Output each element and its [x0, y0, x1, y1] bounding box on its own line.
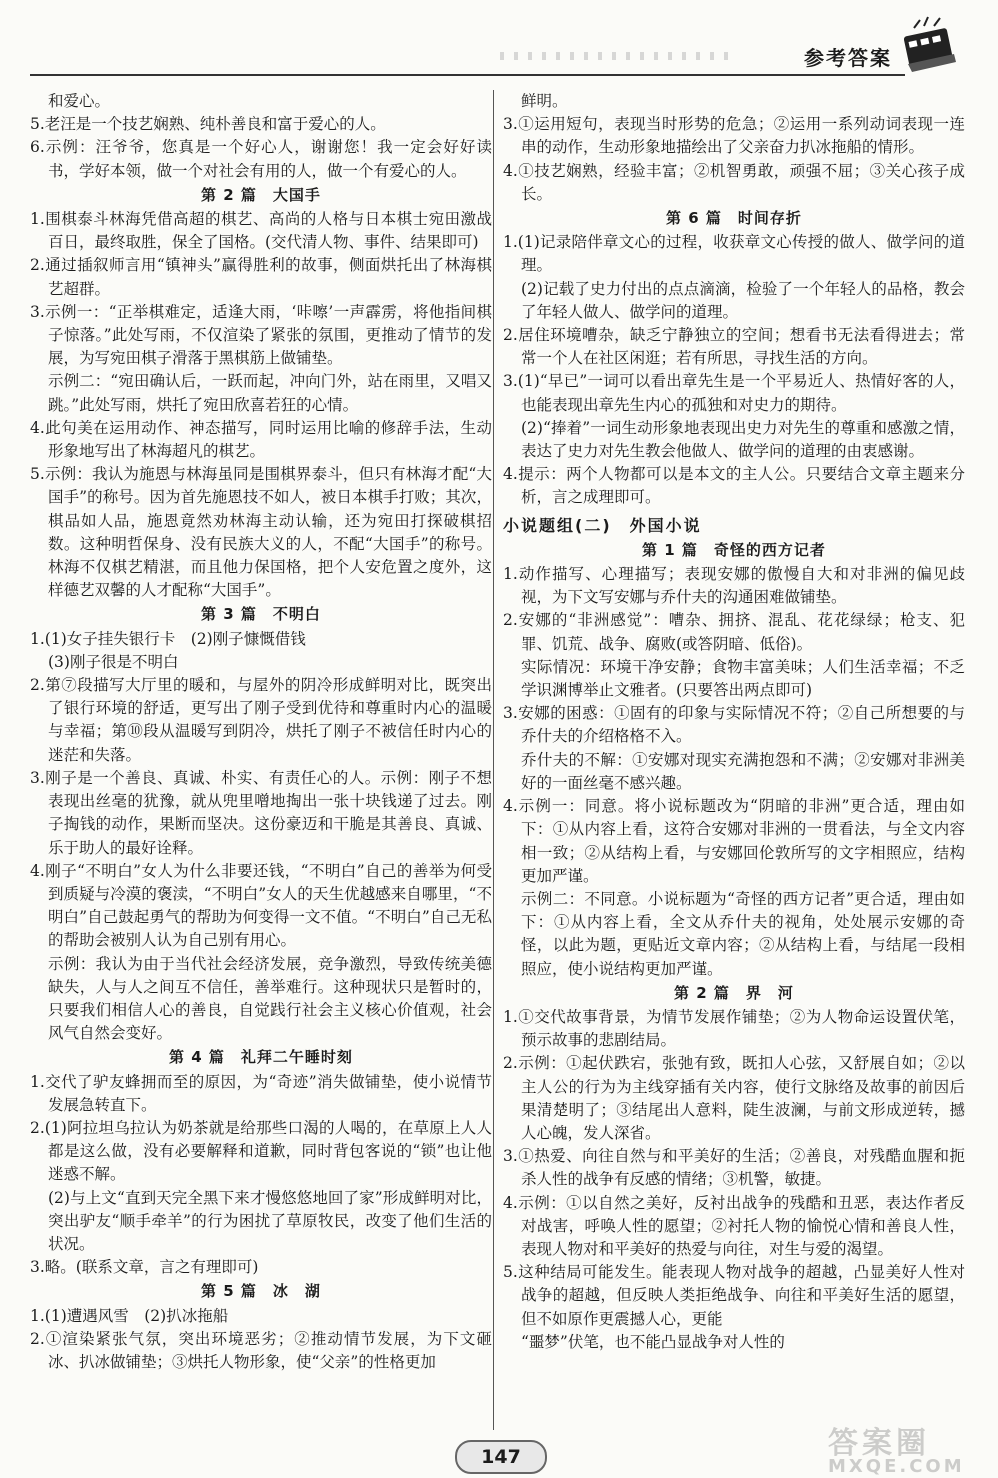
watermark [828, 1418, 978, 1477]
answer-continuation: “噩梦”伏笔，也不能凸显战争对人性的 [521, 1332, 785, 1351]
answer-item: 3.(1)“早已”一词可以看出章先生是一个平易近人、热情好客的人，也能表现出章先生内心的孤独和对史力的期待。 [503, 372, 965, 414]
answer-item: 1.(1)女子挂失银行卡 (2)刚子慷慨借钱 [30, 629, 306, 648]
answer-continuation: 示例二：“宛田确认后，一跃而起，冲向门外，站在雨里，又唱又跳。”此处写雨，烘托了宛田欣喜若狂的心情。 [48, 372, 492, 414]
answer-item: 2.通过插叙师言用“镇神头”赢得胜利的故事，侧面烘托出了林海棋艺超群。 [30, 256, 492, 298]
answer-item: 4.示例：①以自然之美好，反衬出战争的残酷和丑恶，表达作者反对战害，呼唤人性的愿望；②衬托人物的愉悦心情和善良人性，表现人物对和平美好的热爱与向往，对生与爱的渴望。 [503, 1193, 965, 1258]
answer-item: 3.刚子是一个善良、真诚、朴实、有责任心的人。示例：刚子不想表现出丝毫的犹豫，就从兜里噌地掏出一张十块钱递了过去。刚子掏钱的动作，果断而坚决。这份豪迈和干脆是其善良、真诚、乐于助人的最好诠释。 [30, 768, 492, 857]
group-heading: 小说题组(二) 外国小说 [503, 515, 702, 535]
answer-continuation: 鲜明。 [521, 92, 568, 110]
answer-item: 4.此句美在运用动作、神态描写，同时运用比喻的修辞手法，生动形象地写出了林海超凡的棋艺。 [30, 418, 492, 461]
page-number: 147 [455, 1440, 547, 1474]
answer-item: 2.第⑦段描写大厅里的暖和，与屋外的阴冷形成鲜明对比，既突出了银行环境的舒适，更写出了刚子受到优待和尊重时内心的温暖与幸福；第⑩段从温暖写到阴冷，烘托了刚子不被信任时内心的迷茫和失落。 [30, 676, 492, 764]
page-header [30, 14, 960, 80]
answer-continuation: 示例二：不同意。小说标题为“奇怪的西方记者”更合适，理由如下：①从内容上看，全文从乔什夫的视角，处处展示安娜的奇怪，以此为题，更贴近文章内容；②从结构上看，与结尾一段相照应，使小说结构更加严谨。 [521, 889, 965, 978]
answer-item: 5.老汪是一个技艺娴熟、纯朴善良和富于爱心的人。 [30, 115, 386, 134]
answer-item: 4.提示：两个人物都可以是本文的主人公。只要结合文章主题来分析，言之成理即可。 [503, 465, 965, 507]
answer-item: 2.居住环境嘈杂，缺乏宁静独立的空间；想看书无法看得进去；常常一个人在社区闲逛；若有所思，寻找生活的方向。 [503, 326, 965, 368]
answer-item: 1.动作描写、心理描写；表现安娜的傲慢自大和对非洲的偏见歧视，为下文写安娜与乔什夫的沟通困难做铺垫。 [503, 565, 965, 607]
answer-item: 3.示例一：“正举棋难定，适逢大雨，‘咔嚓’一声霹雳，将他指间棋子惊落。”此处写雨，不仅渲染了紧张的氛围，更推动了情节的发展，为写宛田棋子滑落于黑棋筋上做铺垫。 [30, 302, 492, 368]
answer-item: 3.①热爱、向往自然与和平美好的生活；②善良，对残酷血腥和扼杀人性的战争有反感的情绪；③机警，敏捷。 [503, 1147, 965, 1189]
header-title: 参考答案 [804, 46, 892, 70]
section-heading: 第 2 篇 大国手 [201, 185, 321, 204]
answer-continuation: 示例：我认为由于当代社会经济发展，竞争激烈，导致传统美德缺失，人与人之间互不信任，善举难行。这种现状只是暂时的，只要我们相信人心的善良，自觉践行社会主义核心价值观，社会风气自然会变好。 [48, 954, 492, 1043]
answer-item: 4.刚子“不明白”女人为什么非要还钱，“不明白”自己的善举为何受到质疑与冷漠的褒渎，“不明白”女人的天生优越感来自哪里，“不明白”自己鼓起勇气的帮助为何变得一文不值。“不明白”自己无私的帮助会被别人认为自己别有用心。 [30, 861, 492, 950]
answer-item: 3.略。(联系文章，言之有理即可) [30, 1258, 259, 1277]
watermark-line2: MXQE.COM [828, 1456, 965, 1477]
section-heading: 第 6 篇 时间存折 [666, 209, 802, 228]
answer-continuation: 乔什夫的不解：①安娜对现实充满抱怨和不满；②安娜对非洲美好的一面丝毫不感兴趣。 [521, 750, 965, 792]
left-column [30, 90, 492, 1374]
answer-item: 2.示例：①起伏跌宕，张弛有致，既扣人心弦，又舒展自如；②以主人公的行为为主线穿插有关内容，使行文脉络及故事的前因后果清楚明了；③结尾出人意料，陡生波澜，与前文形成逆转，撼人心魄，发人深省。 [503, 1054, 965, 1142]
answer-item: 2.(1)阿拉坦乌拉认为奶茶就是给那些口渴的人喝的，在草原上人人都是这么做，没有必要解释和道歉，同时背包客说的“锁”也让他迷惑不解。 [30, 1118, 492, 1184]
answer-item: 4.示例一：同意。将小说标题改为“阴暗的非洲”更合适，理由如下：①从内容上看，这符合安娜对非洲的一贯看法，与全文内容相一致；②从结构上看，与安娜回伦敦所写的文字相照应，结构更加严谨。 [503, 797, 965, 885]
answer-item: 1.①交代故事背景，为情节发展作铺垫；②为人物命运设置伏笔，预示故事的悲剧结局。 [503, 1007, 965, 1050]
answer-continuation: (3)刚子很是不明白 [48, 652, 179, 671]
answer-continuation: (2)与上文“直到天完全黑下来才慢悠悠地回了家”形成鲜明对比，突出驴友“顺手牵羊”的行为困扰了草原牧民，改变了他们生活的状况。 [48, 1188, 492, 1253]
answer-continuation: (2)“捧着”一词生动形象地表现出史力对先生的尊重和感激之情，表达了史力对先生教会他做人、做学问的道理的由衷感谢。 [521, 418, 965, 461]
answer-item: 1.(1)记录陪伴章文心的过程，收获章文心传授的做人、做学问的道理。 [503, 233, 965, 275]
answer-item: 1.(1)遭遇风雪 (2)扒冰拖船 [30, 1306, 229, 1325]
answer-item: 3.①运用短句，表现当时形势的危急；②运用一系列动词表现一连串的动作，生动形象地描绘出了父亲奋力扒冰拖船的情形。 [503, 115, 965, 157]
watermark-line1: 答案圈 [828, 1426, 930, 1461]
answer-item: 3.安娜的困惑：①固有的印象与实际情况不符；②自己所想要的与乔什夫的介绍格格不入。 [503, 704, 965, 746]
answer-item: 5.这种结局可能发生。能表现人物对战争的超越，凸显美好人性对战争的超越，但反映人类拒绝战争、向往和平美好生活的愿望，但不如原作更震撼人心，更能 [503, 1263, 965, 1328]
answer-item: 6.示例：汪爷爷，您真是一个好心人，谢谢您！我一定会好好读书，学好本领，做一个对社会有用的人，做一个有爱心的人。 [30, 138, 492, 180]
right-column [503, 90, 965, 1354]
header-decoration [500, 52, 730, 60]
header-rule [30, 74, 905, 76]
section-heading: 第 5 篇 冰 湖 [201, 1282, 321, 1301]
column-divider [493, 90, 494, 1430]
answer-item: 2.①渲染紧张气氛，突出环境恶劣；②推动情节发展，为下文砸冰、扒冰做铺垫；③烘托人物形象，使“父亲”的性格更加 [30, 1329, 492, 1371]
answer-item: 1.围棋泰斗林海凭借高超的棋艺、高尚的人格与日本棋士宛田激战百日，最终取胜，保全了国格。(交代清人物、事件、结果即可) [30, 210, 492, 252]
answer-item: 2.安娜的“非洲感觉”：嘈杂、拥挤、混乱、花花绿绿；枪支、犯罪、饥荒、战争、腐败(或答阴暗、低俗)。 [503, 611, 965, 653]
answer-continuation: 和爱心。 [48, 92, 111, 110]
section-heading: 第 3 篇 不明白 [201, 605, 321, 624]
section-heading: 第 2 篇 界 河 [674, 983, 794, 1002]
answer-item: 5.示例：我认为施恩与林海虽同是围棋界泰斗，但只有林海才配“大国手”的称号。因为首先施恩技不如人，被日本棋手打败；其次，棋品如人品，施恩竟然劝林海主动认输，还为宛田打探破棋招数。这种明哲保身、没有民族大义的人，不配“大国手”的称号。林海不仅棋艺精湛，而且他力保国格，把个人安危置之度外，这样德艺双馨的人才配称“大国手”。 [30, 465, 492, 600]
answer-item: 4.①技艺娴熟，经验丰富；②机智勇敢，顽强不屈；③关心孩子成长。 [503, 161, 965, 203]
section-heading: 第 4 篇 礼拜二午睡时刻 [169, 1048, 353, 1067]
answer-continuation: 实际情况：环境干净安静；食物丰富美味；人们生活幸福；不乏学识渊博举止文雅者。(只要答出两点即可) [521, 657, 965, 700]
books-icon [900, 14, 960, 76]
answer-continuation: (2)记载了史力付出的点点滴滴，检验了一个年轻人的品格，教会了年轻人做人、做学问的道理。 [521, 279, 965, 321]
section-heading: 第 1 篇 奇怪的西方记者 [642, 540, 826, 559]
answer-item: 1.交代了驴友蜂拥而至的原因，为“奇迹”消失做铺垫，使小说情节发展急转直下。 [30, 1072, 492, 1114]
